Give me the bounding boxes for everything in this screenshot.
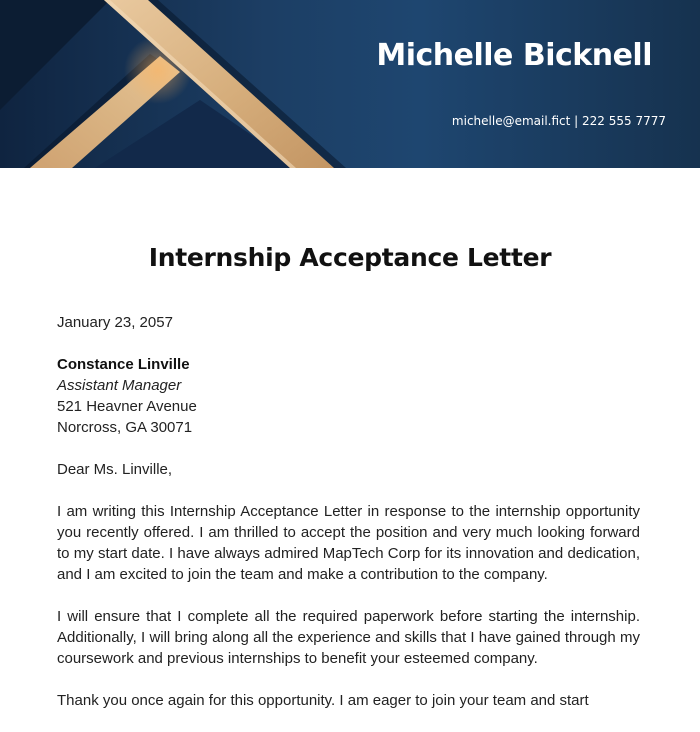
paragraph-acceptance: I am writing this Internship Acceptance Letter in response to the internship opportunity you recently offered. I am thrilled to accept the position and very much looking forward to my start date. I have always admired MapTech Corp for its innovation and dedication, and I am excited to join the team and make a contribution to the company. xyxy=(57,503,640,583)
recipient-block xyxy=(57,354,640,438)
letter-body xyxy=(57,312,640,732)
letter-date: January 23, 2057 xyxy=(57,314,173,331)
paragraph-thanks: Thank you once again for this opportunity. I am eager to join your team and start xyxy=(57,692,589,709)
recipient-city: Norcross, GA 30071 xyxy=(57,419,193,436)
salutation: Dear Ms. Linville, xyxy=(57,461,173,478)
recipient-title: Assistant Manager xyxy=(57,377,182,394)
sender-name: Michelle Bicknell xyxy=(376,38,652,73)
header-banner xyxy=(0,0,700,168)
recipient-street: 521 Heavner Avenue xyxy=(57,398,197,415)
recipient-name: Constance Linville xyxy=(57,356,190,373)
paragraph-paperwork: I will ensure that I complete all the required paperwork before starting the internship. Additionally, I will bring along all the experience and skills that I have gained through my coursework and previous internships to benefit your esteemed company. xyxy=(57,608,640,667)
sender-contact: michelle@email.fict | 222 555 7777 xyxy=(451,114,666,128)
letter-title: Internship Acceptance Letter xyxy=(148,243,552,272)
decorative-crossed-bars xyxy=(0,0,700,168)
